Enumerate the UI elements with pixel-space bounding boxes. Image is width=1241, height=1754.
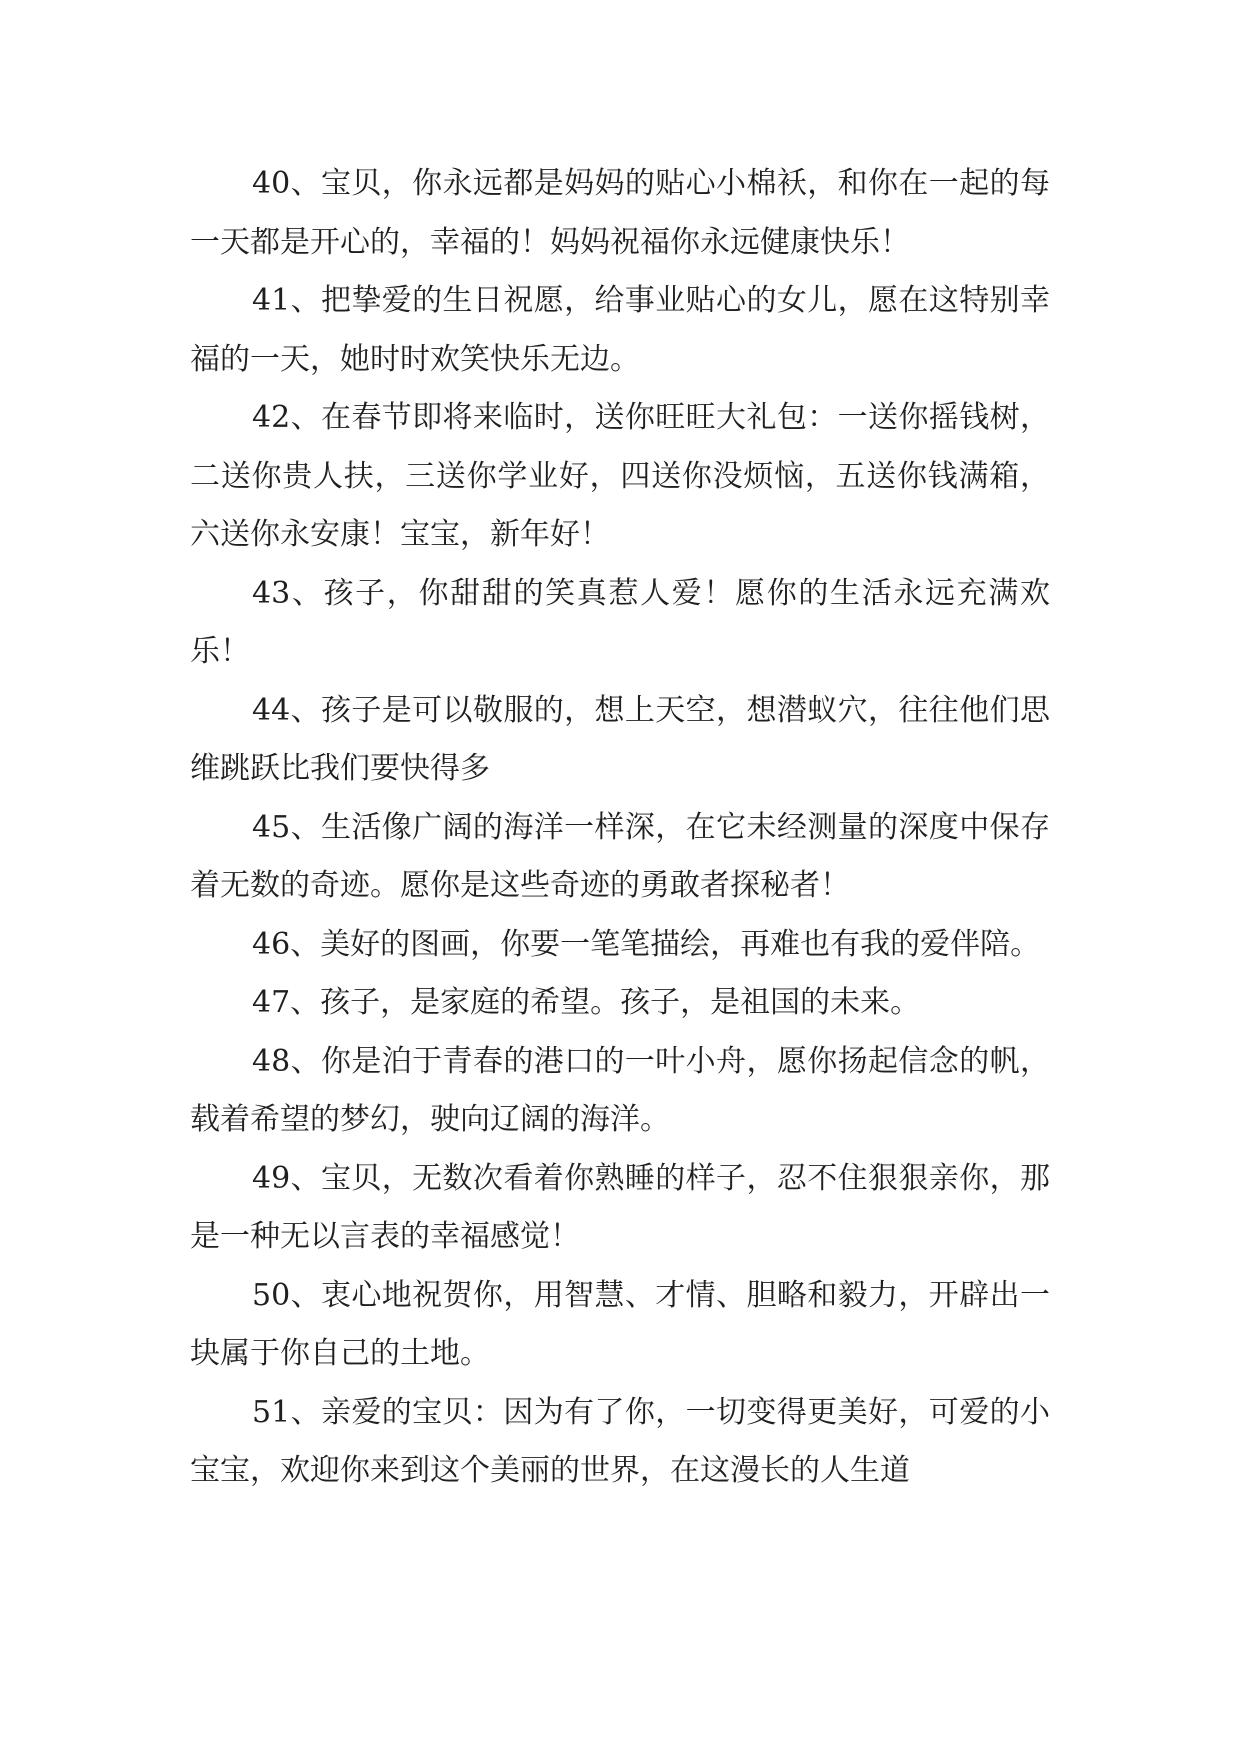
paragraph-42: 42、在春节即将来临时，送你旺旺大礼包：一送你摇钱树，二送你贵人扶，三送你学业好，四送你没烦恼，五送你钱满箱，六送你永安康！宝宝，新年好！ [190, 400, 1050, 552]
paragraph-48: 48、你是泊于青春的港口的一叶小舟，愿你扬起信念的帆，载着希望的梦幻，驶向辽阔的海洋。 [190, 1043, 1050, 1137]
paragraph-46: 46、美好的图画，你要一笔笔描绘，再难也有我的爱伴陪。 [252, 926, 1041, 962]
paragraph-41: 41、把挚爱的生日祝愿，给事业贴心的女儿，愿在这特别幸福的一天，她时时欢笑快乐无边。 [190, 283, 1050, 377]
document-body [190, 155, 1050, 1501]
paragraph-50: 50、衷心地祝贺你，用智慧、才情、胆略和毅力，开辟出一块属于你自己的土地。 [190, 1277, 1050, 1371]
paragraph-44: 44、孩子是可以敬服的，想上天空，想潜蚁穴，往往他们思维跳跃比我们要快得多 [190, 692, 1050, 786]
paragraph-47: 47、孩子，是家庭的希望。孩子，是祖国的未来。 [252, 985, 921, 1020]
paragraph-40: 40、宝贝，你永远都是妈妈的贴心小棉袄，和你在一起的每一天都是开心的，幸福的！妈妈祝福你永远健康快乐！ [190, 166, 1050, 260]
paragraph-45: 45、生活像广阔的海洋一样深，在它未经测量的深度中保存着无数的奇迹。愿你是这些奇迹的勇敢者探秘者！ [190, 809, 1050, 903]
paragraph-43: 43、孩子，你甜甜的笑真惹人爱！愿你的生活永远充满欢乐！ [190, 575, 1050, 669]
paragraph-51: 51、亲爱的宝贝：因为有了你，一切变得更美好，可爱的小宝宝，欢迎你来到这个美丽的世界，在这漫长的人生道 [190, 1394, 1050, 1488]
paragraph-49: 49、宝贝，无数次看着你熟睡的样子，忍不住狠狠亲你，那是一种无以言表的幸福感觉！ [190, 1160, 1050, 1254]
